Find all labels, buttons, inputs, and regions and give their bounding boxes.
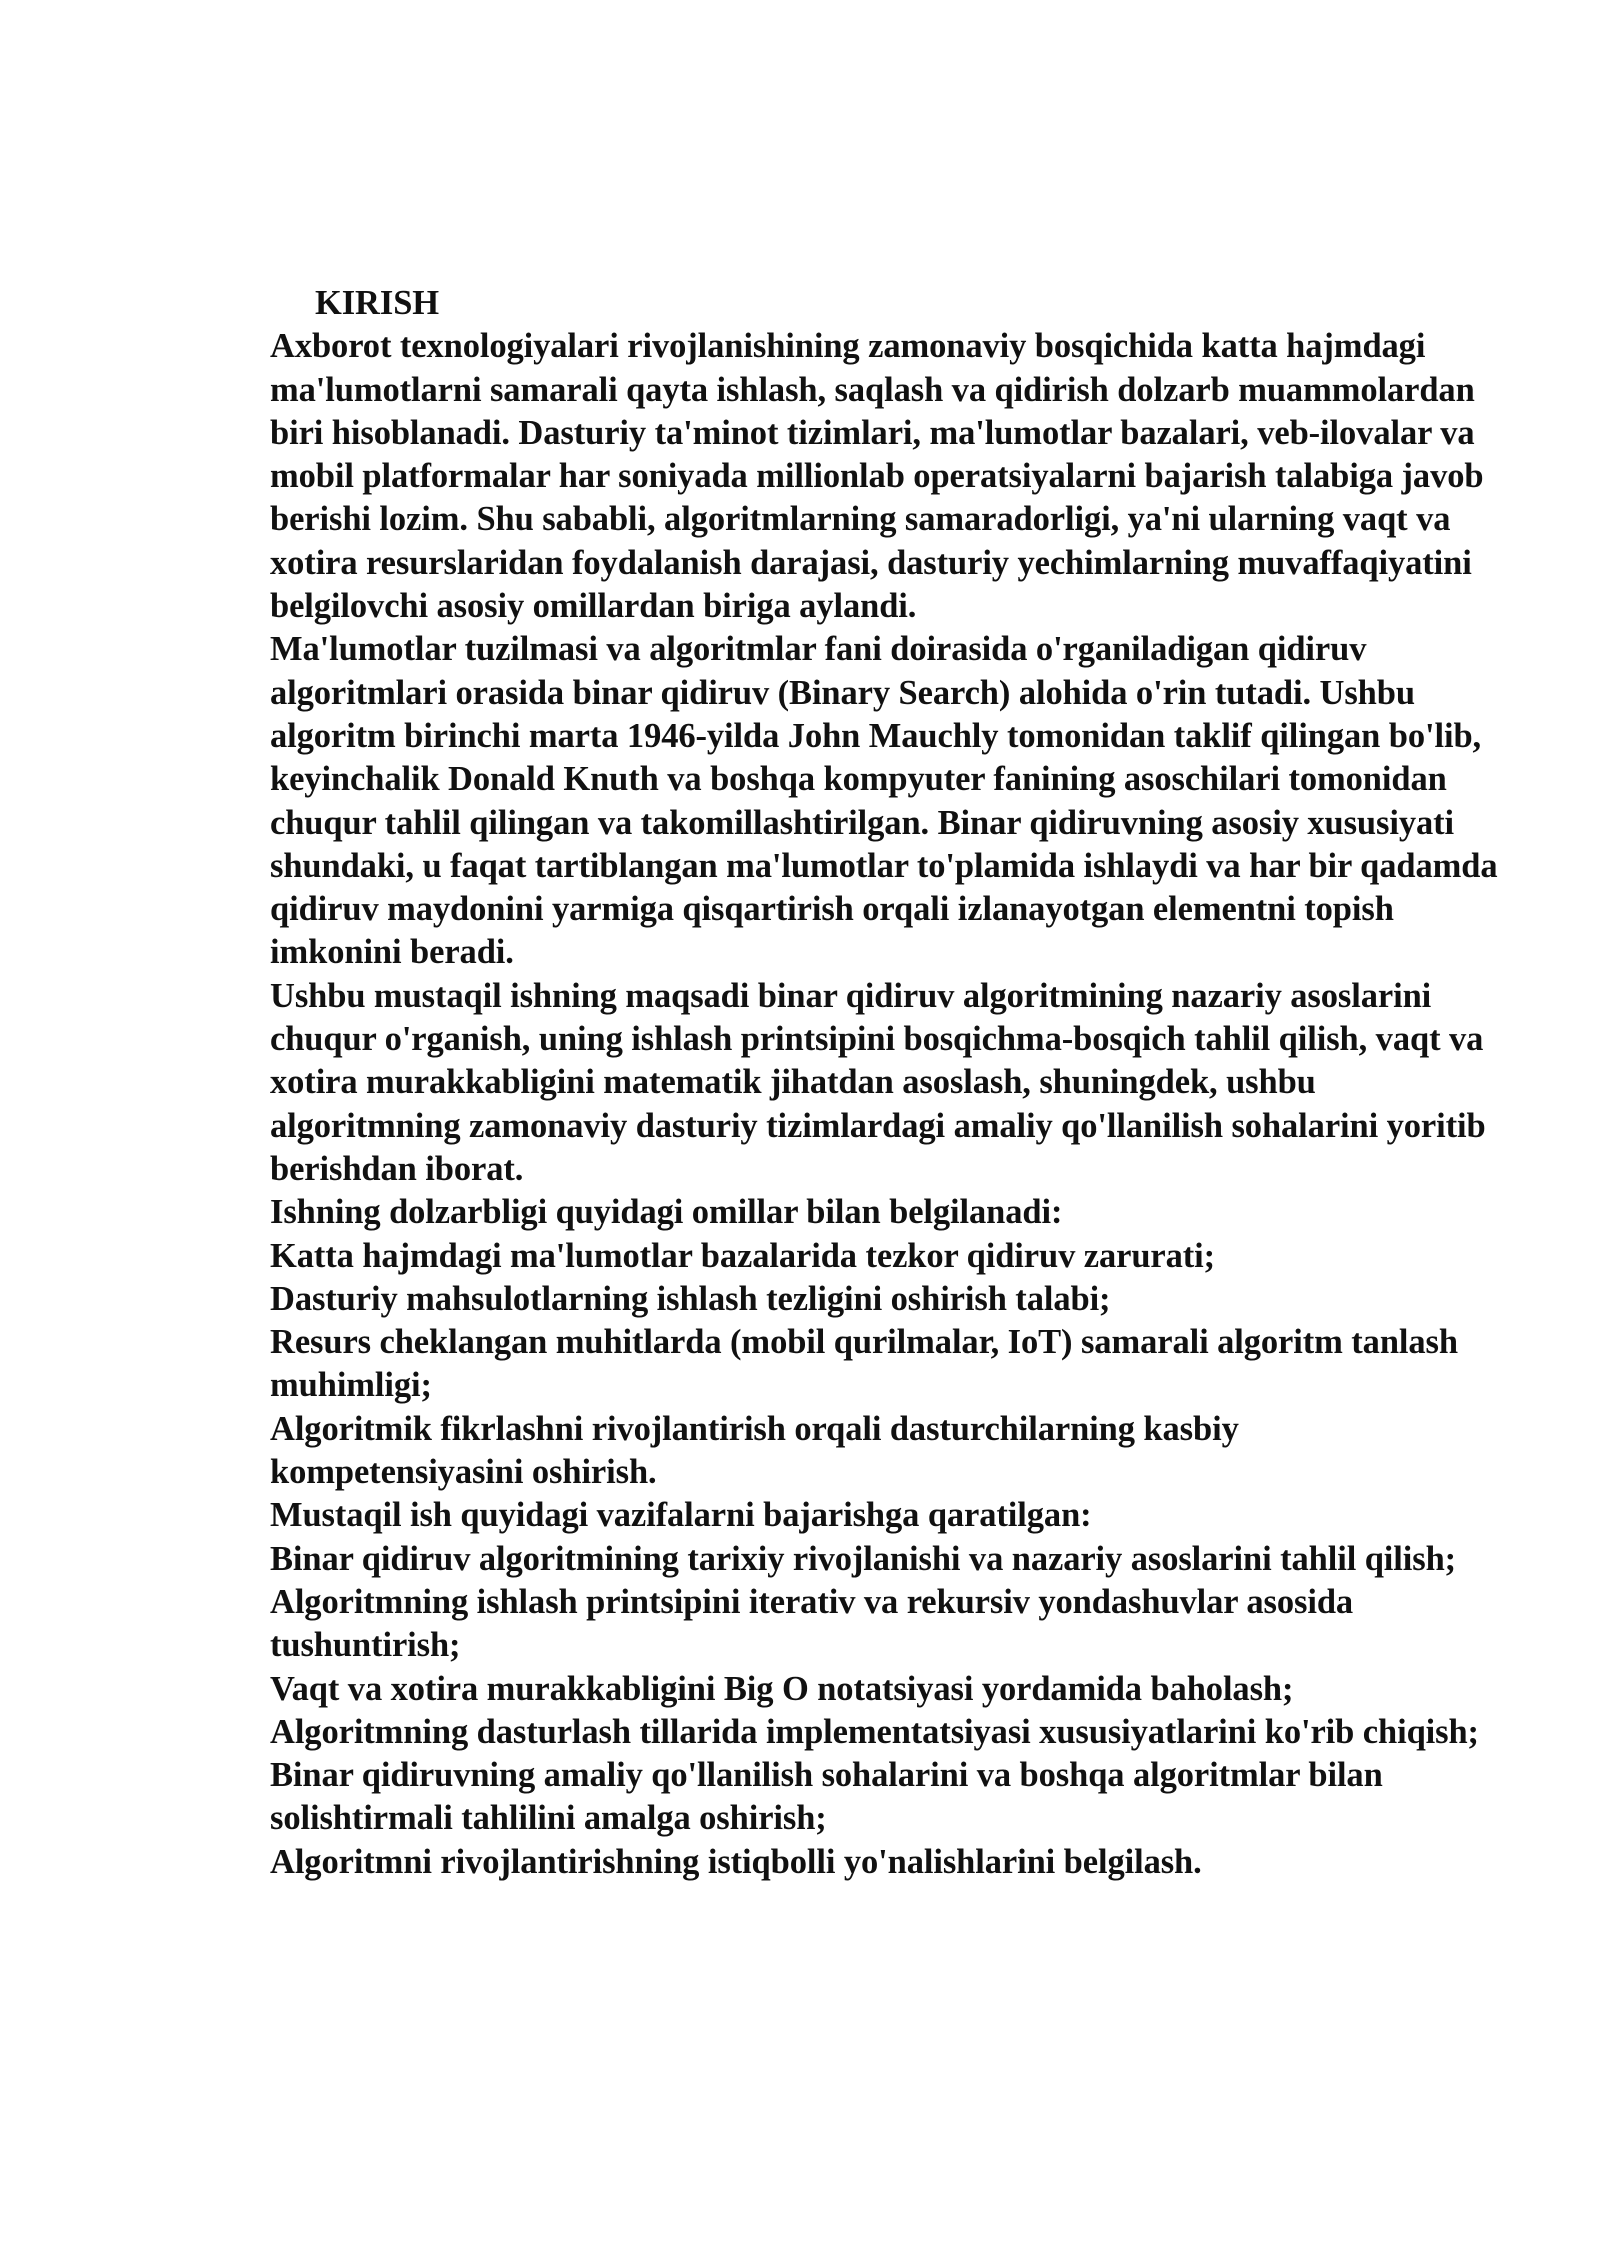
list-item-task-5: Binar qidiruvning amaliy qo'llanilish sohalarini va boshqa algoritmlar bilan solishtirmali tahlilini amalga oshirish; [270, 1756, 1383, 1838]
paragraph-tasks-lead: Mustaqil ish quyidagi vazifalarni bajarishga qaratilgan: [270, 1496, 1092, 1535]
list-item-task-1: Binar qidiruv algoritmining tarixiy rivojlanishi va nazariy asoslarini tahlil qilish; [270, 1539, 1457, 1578]
list-item-task-3: Vaqt va xotira murakkabligini Big O notatsiyasi yordamida baholash; [270, 1669, 1294, 1708]
paragraph-intro: Axborot texnologiyalari rivojlanishining zamonaviy bosqichida katta hajmdagi ma'lumotlarni samarali qayta ishlash, saqlash va qidirish dolzarb muammolardan biri hisoblanadi. Dasturiy ta'minot tizimlari, ma'lumotlar bazalari, veb-ilovalar va mobil platformalar har soniyada millionlab operatsiyalarni bajarish talabiga javob berishi lozim. Shu sababli, algoritmlarning samaradorligi, ya'ni ularning vaqt va xotira resurslaridan foydalanish darajasi, dasturiy yechimlarning muvaffaqiyatini belgilovchi asosiy omillardan biriga aylandi. [270, 327, 1484, 626]
list-item-task-2: Algoritmning ishlash printsipini iterativ va rekursiv yondashuvlar asosida tushuntirish; [270, 1582, 1354, 1665]
section-heading: KIRISH [315, 284, 440, 322]
list-item-task-6: Algoritmni rivojlantirishning istiqbolli yo'nalishlarini belgilash. [270, 1842, 1202, 1881]
list-item-relevance-1: Katta hajmdagi ma'lumotlar bazalarida tezkor qidiruv zarurati; [270, 1236, 1216, 1275]
list-item-relevance-4: Algoritmik fikrlashni rivojlantirish orqali dasturchilarning kasbiy kompetensiyasini oshirish. [270, 1409, 1239, 1492]
list-item-relevance-2: Dasturiy mahsulotlarning ishlash tezligini oshirish talabi; [270, 1279, 1111, 1318]
paragraph-relevance-lead: Ishning dolzarbligi quyidagi omillar bilan belgilanadi: [270, 1193, 1063, 1232]
list-item-task-4: Algoritmning dasturlash tillarida implementatsiyasi xususiyatlarini ko'rib chiqish; [270, 1712, 1479, 1751]
document-body [270, 282, 1500, 1884]
paragraph-goal: Ushbu mustaqil ishning maqsadi binar qidiruv algoritmining nazariy asoslarini chuqur o'rganish, uning ishlash printsipini bosqichma-bosqich tahlil qilish, vaqt va xotira murakkabligini matematik jihatdan asoslash, shuningdek, ushbu algoritmning zamonaviy dasturiy tizimlardagi amaliy qo'llanilish sohalarini yoritib berishdan iborat. [270, 976, 1486, 1188]
list-item-relevance-3: Resurs cheklangan muhitlarda (mobil qurilmalar, IoT) samarali algoritm tanlash muhimligi; [270, 1323, 1458, 1405]
paragraph-binary-search: Ma'lumotlar tuzilmasi va algoritmlar fani doirasida o'rganiladigan qidiruv algoritmlari orasida binar qidiruv (Binary Search) alohida o'rin tutadi. Ushbu algoritm birinchi marta 1946-yilda John Mauchly tomonidan taklif qilingan bo'lib, keyinchalik Donald Knuth va boshqa kompyuter fanining asoschilari tomonidan chuqur tahlil qilingan va takomillashtirilgan. Binar qidiruvning asosiy xususiyati shundaki, u faqat tartiblangan ma'lumotlar to'plamida ishlaydi va har bir qadamda qidiruv maydonini yarmiga qisqartirish orqali izlanayotgan elementni topish imkonini beradi. [270, 630, 1498, 972]
